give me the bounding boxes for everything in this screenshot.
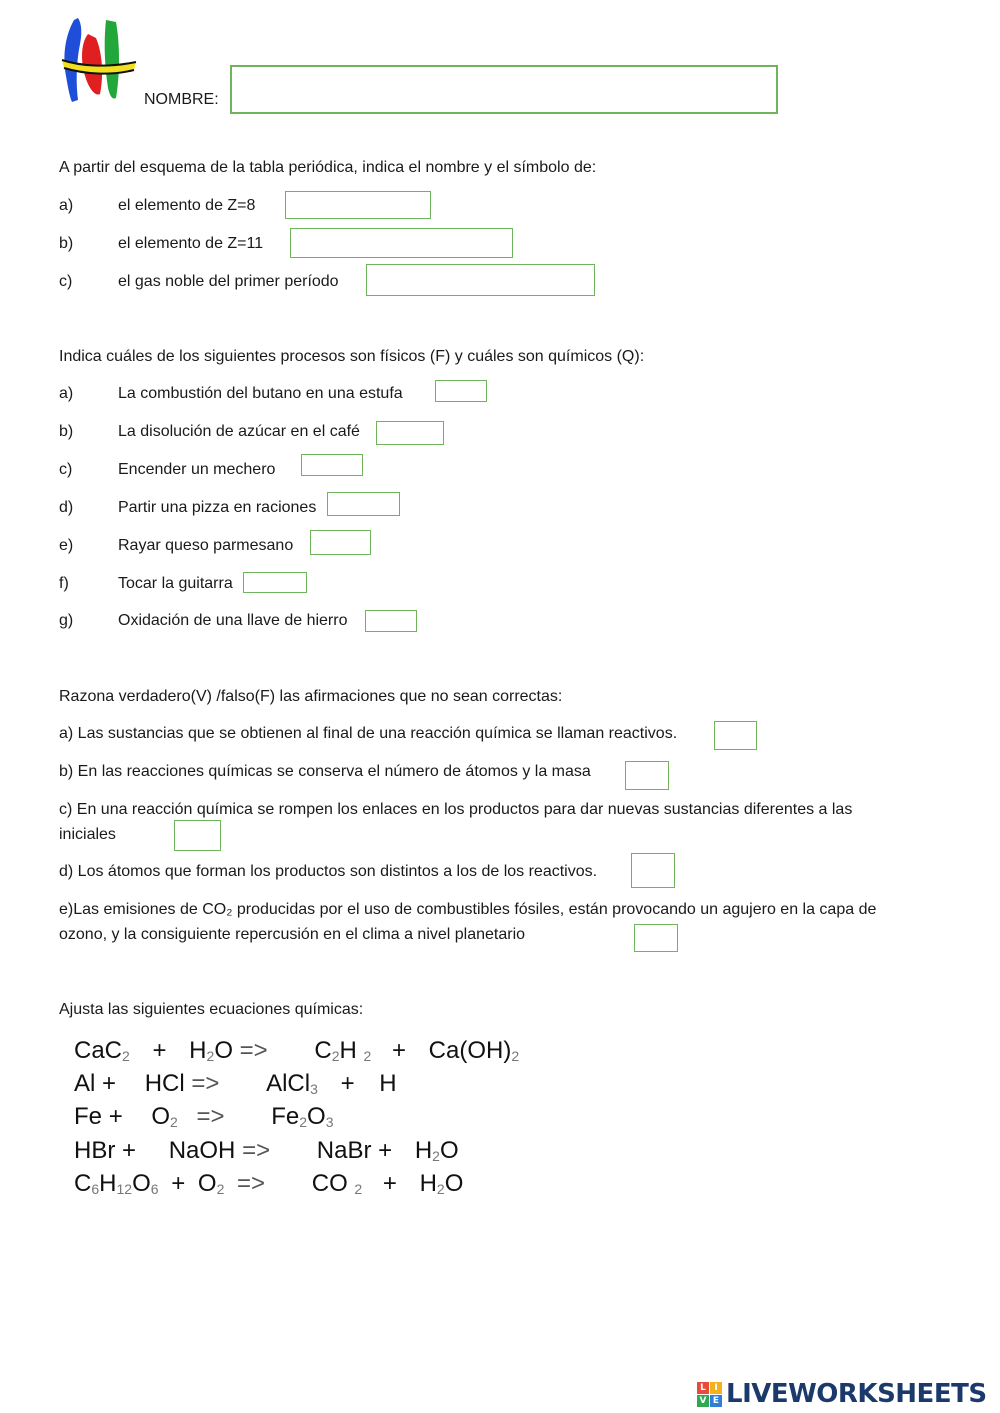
formula: NaOH xyxy=(168,1137,236,1164)
brand-icon-tile: V xyxy=(697,1395,709,1407)
brand-icon-tile: L xyxy=(697,1382,709,1394)
equation-row xyxy=(74,1169,463,1204)
name-label: NOMBRE: xyxy=(144,91,219,108)
brand-name: LIVEWORKSHEETS xyxy=(726,1379,987,1409)
formula: Fe xyxy=(74,1103,103,1130)
equation-row xyxy=(74,1036,519,1071)
section1-intro: A partir del esquema de la tabla periódica, indica el nombre y el símbolo de: xyxy=(59,159,597,176)
section3-item-c-line2: iniciales xyxy=(59,826,116,843)
plus-sign: + xyxy=(382,1170,397,1197)
section2-item-d-text: Partir una pizza en raciones xyxy=(118,499,317,516)
section3-item-c-line1: c) En una reacción química se rompen los enlaces en los productos para dar nuevas sustancias diferentes a las xyxy=(59,801,853,818)
arrow: => xyxy=(191,1070,220,1097)
section3-item-c-input[interactable] xyxy=(174,820,221,851)
school-logo-icon xyxy=(60,14,140,106)
arrow: => xyxy=(237,1170,266,1197)
section2-item-d-letter: d) xyxy=(59,499,74,516)
section1-item-b-text: el elemento de Z=11 xyxy=(118,235,264,252)
brand-logo xyxy=(697,1379,987,1409)
section3-item-e-input[interactable] xyxy=(634,924,678,952)
section2-item-b-letter: b) xyxy=(59,423,74,440)
section1-item-a-input[interactable] xyxy=(285,191,431,219)
section2-item-a-input[interactable] xyxy=(435,380,487,402)
plus-sign: + xyxy=(378,1137,393,1164)
formula: Al xyxy=(74,1070,96,1097)
section4-intro: Ajusta las siguientes ecuaciones químicas: xyxy=(59,1001,364,1018)
section2-item-g-text: Oxidación de una llave de hierro xyxy=(118,612,348,629)
section3-item-d-input[interactable] xyxy=(631,853,675,888)
arrow: => xyxy=(239,1037,268,1064)
section2-item-d-input[interactable] xyxy=(327,492,400,516)
section1-item-c-text: el gas noble del primer período xyxy=(118,273,339,290)
plus-sign: + xyxy=(122,1137,137,1164)
formula: HBr xyxy=(74,1137,116,1164)
equation-row xyxy=(74,1069,397,1104)
section1-item-b-input[interactable] xyxy=(290,228,513,258)
formula: H xyxy=(379,1070,397,1097)
formula: $H_2O$ xyxy=(414,1137,459,1164)
plus-sign: + xyxy=(171,1170,186,1197)
section2-item-f-text: Tocar la guitarra xyxy=(118,575,233,592)
section3-item-b-input[interactable] xyxy=(625,761,669,790)
brand-icon-tile: E xyxy=(710,1395,722,1407)
section3-item-a-text: a) Las sustancias que se obtienen al final de una reacción química se llaman reactivos. xyxy=(59,725,678,742)
section2-item-b-input[interactable] xyxy=(376,421,444,445)
section1-item-a-letter: a) xyxy=(59,197,74,214)
section2-item-g-input[interactable] xyxy=(365,610,417,632)
formula: $O_2$ xyxy=(151,1103,178,1130)
section3-intro: Razona verdadero(V) /falso(F) las afirmaciones que no sean correctas: xyxy=(59,688,563,705)
plus-sign: + xyxy=(391,1037,406,1064)
formula: CaC$_2$ xyxy=(74,1037,130,1064)
brand-icon xyxy=(697,1382,722,1407)
formula: $Fe_2O_3$ xyxy=(271,1103,334,1130)
section2-item-e-letter: e) xyxy=(59,537,74,554)
section2-item-a-text: La combustión del butano en una estufa xyxy=(118,385,403,402)
formula: $C_6H_{12}O_6$ xyxy=(74,1170,159,1197)
section1-item-c-letter: c) xyxy=(59,273,73,290)
formula: $H_2O$ xyxy=(189,1037,233,1064)
section3-item-d-text: d) Los átomos que forman los productos son distintos a los de los reactivos. xyxy=(59,863,598,880)
section3-item-e-line1: e)Las emisiones de CO₂ producidas por el uso de combustibles fósiles, están provocando un agujero en la capa de xyxy=(59,901,877,918)
arrow: => xyxy=(196,1103,225,1130)
section3-item-b-text: b) En las reacciones químicas se conserva el número de átomos y la masa xyxy=(59,763,591,780)
section1-item-a-text: el elemento de Z=8 xyxy=(118,197,256,214)
section2-item-c-letter: c) xyxy=(59,461,73,478)
formula: HCl xyxy=(144,1070,185,1097)
equation-row xyxy=(74,1102,334,1137)
section2-item-e-input[interactable] xyxy=(310,530,371,555)
section3-item-a-input[interactable] xyxy=(714,721,757,750)
section2-item-b-text: La disolución de azúcar en el café xyxy=(118,423,360,440)
plus-sign: + xyxy=(152,1037,167,1064)
section2-item-f-letter: f) xyxy=(59,575,69,592)
section1-item-b-letter: b) xyxy=(59,235,74,252)
plus-sign: + xyxy=(108,1103,123,1130)
formula: NaBr xyxy=(316,1137,372,1164)
section3-item-e-line2: ozono, y la consiguiente repercusión en el clima a nivel planetario xyxy=(59,926,526,943)
equation-row xyxy=(74,1136,459,1171)
plus-sign: + xyxy=(340,1070,355,1097)
arrow: => xyxy=(242,1137,271,1164)
section2-item-e-text: Rayar queso parmesano xyxy=(118,537,294,554)
formula: $Ca(OH)_2$ xyxy=(428,1037,520,1064)
section2-item-f-input[interactable] xyxy=(243,572,307,593)
formula: AlCl$_3$ xyxy=(266,1070,318,1097)
section2-item-g-letter: g) xyxy=(59,612,74,629)
section2-item-c-input[interactable] xyxy=(301,454,363,476)
section1-item-c-input[interactable] xyxy=(366,264,595,296)
formula: $O_2$ xyxy=(197,1170,225,1197)
formula: $H_2O$ xyxy=(419,1170,464,1197)
brand-icon-tile: I xyxy=(710,1382,722,1394)
name-input[interactable] xyxy=(230,65,778,114)
formula: CO $_2$ xyxy=(311,1170,363,1197)
section2-intro: Indica cuáles de los siguientes procesos son físicos (F) y cuáles son químicos (Q): xyxy=(59,348,645,365)
section2-item-a-letter: a) xyxy=(59,385,74,402)
section2-item-c-text: Encender un mechero xyxy=(118,461,276,478)
formula: $C_2H$ $_2$ xyxy=(314,1037,372,1064)
plus-sign: + xyxy=(102,1070,117,1097)
